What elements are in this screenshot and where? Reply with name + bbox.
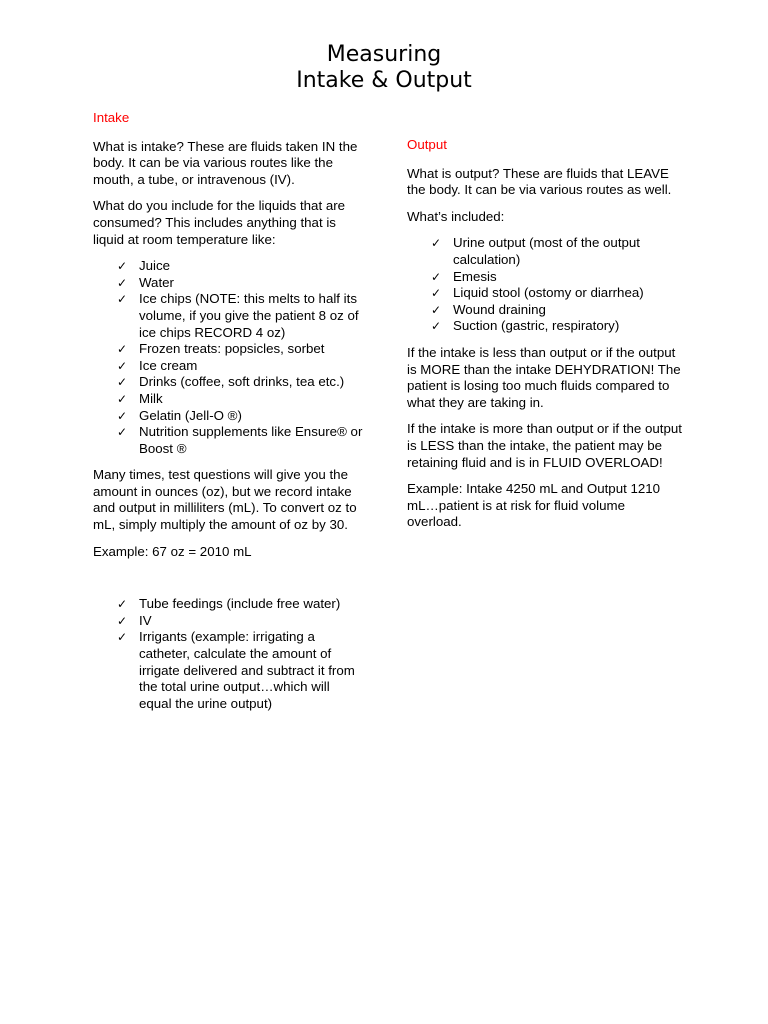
output-list xyxy=(407,235,682,335)
checkmark-icon: ✓ xyxy=(431,319,442,334)
checkmark-icon: ✓ xyxy=(117,259,128,274)
list-item: ✓ Suction (gastric, respiratory) xyxy=(431,318,620,334)
intake-example: Example: 67 oz = 2010 mL xyxy=(93,543,252,559)
title-line-2: Intake & Output xyxy=(296,68,472,93)
page-title xyxy=(0,42,768,94)
checkmark-icon: ✓ xyxy=(431,286,442,301)
checkmark-icon: ✓ xyxy=(431,302,442,317)
output-paragraph-3: If the intake is less than output or if the output is MORE than the intake DEHYDRATION! The patient is losing too much fluids compared to what they are taking in. xyxy=(407,344,681,410)
list-item: ✓ Water xyxy=(117,274,174,290)
checkmark-icon: ✓ xyxy=(117,358,128,373)
checkmark-icon: ✓ xyxy=(117,425,128,440)
list-item: ✓ Ice chips (NOTE: this melts to half its volume, if you give the patient 8 oz of ice chips RECORD 4 oz) xyxy=(117,291,359,340)
list-item: ✓ IV xyxy=(117,612,152,628)
intake-paragraph-1: What is intake? These are fluids taken IN the body. It can be via various routes like the mouth, a tube, or intravenous (IV). xyxy=(93,138,358,187)
intake-list-2 xyxy=(93,596,365,712)
list-item: ✓ Emesis xyxy=(431,268,497,284)
output-paragraph-4: If the intake is more than output or if the output is LESS than the intake, the patient may be retaining fluid and is in FLUID OVERLOAD! xyxy=(407,421,682,470)
intake-paragraph-2: What do you include for the liquids that are consumed? This includes anything that is liquid at room temperature like: xyxy=(93,198,346,247)
checkmark-icon: ✓ xyxy=(431,236,442,251)
spacer xyxy=(93,570,365,596)
list-item: ✓ Frozen treats: popsicles, sorbet xyxy=(117,341,325,357)
list-item: ✓ Wound draining xyxy=(431,301,546,317)
list-item: ✓ Juice xyxy=(117,258,171,274)
list-item: ✓ Liquid stool (ostomy or diarrhea) xyxy=(431,285,644,301)
title-line-1: Measuring xyxy=(326,42,442,67)
output-heading: Output xyxy=(407,137,447,152)
checkmark-icon: ✓ xyxy=(117,597,128,612)
intake-column xyxy=(93,110,365,722)
list-item: ✓ Irrigants (example: irrigating a catheter, calculate the amount of irrigate delivered and subtract it from the total urine output…which will equal the urine output) xyxy=(117,629,355,711)
list-item: ✓ Drinks (coffee, soft drinks, tea etc.) xyxy=(117,374,345,390)
checkmark-icon: ✓ xyxy=(117,391,128,406)
checkmark-icon: ✓ xyxy=(117,613,128,628)
checkmark-icon: ✓ xyxy=(117,292,128,307)
list-item: ✓ Gelatin (Jell-O ®) xyxy=(117,407,242,423)
checkmark-icon: ✓ xyxy=(117,630,128,645)
output-column xyxy=(407,137,682,541)
list-item: ✓ Tube feedings (include free water) xyxy=(117,596,341,612)
checkmark-icon: ✓ xyxy=(117,275,128,290)
output-example: Example: Intake 4250 mL and Output 1210 mL…patient is at risk for fluid volume overload. xyxy=(407,481,661,530)
list-item: ✓ Ice cream xyxy=(117,357,198,373)
intake-paragraph-3: Many times, test questions will give you the amount in ounces (oz), but we record intake and output in milliliters (mL). To convert oz to mL, simply multiply the amount of oz by 30. xyxy=(93,467,357,533)
checkmark-icon: ✓ xyxy=(117,408,128,423)
list-item: ✓ Nutrition supplements like Ensure® or Boost ® xyxy=(117,424,363,456)
checkmark-icon: ✓ xyxy=(117,342,128,357)
output-paragraph-2: What’s included: xyxy=(407,208,505,224)
checkmark-icon: ✓ xyxy=(117,375,128,390)
intake-heading: Intake xyxy=(93,110,130,125)
output-paragraph-1: What is output? These are fluids that LEAVE the body. It can be via various routes as well. xyxy=(407,165,672,198)
intake-list xyxy=(93,258,365,457)
checkmark-icon: ✓ xyxy=(431,269,442,284)
list-item: ✓ Urine output (most of the output calculation) xyxy=(431,235,641,267)
list-item: ✓ Milk xyxy=(117,390,163,406)
